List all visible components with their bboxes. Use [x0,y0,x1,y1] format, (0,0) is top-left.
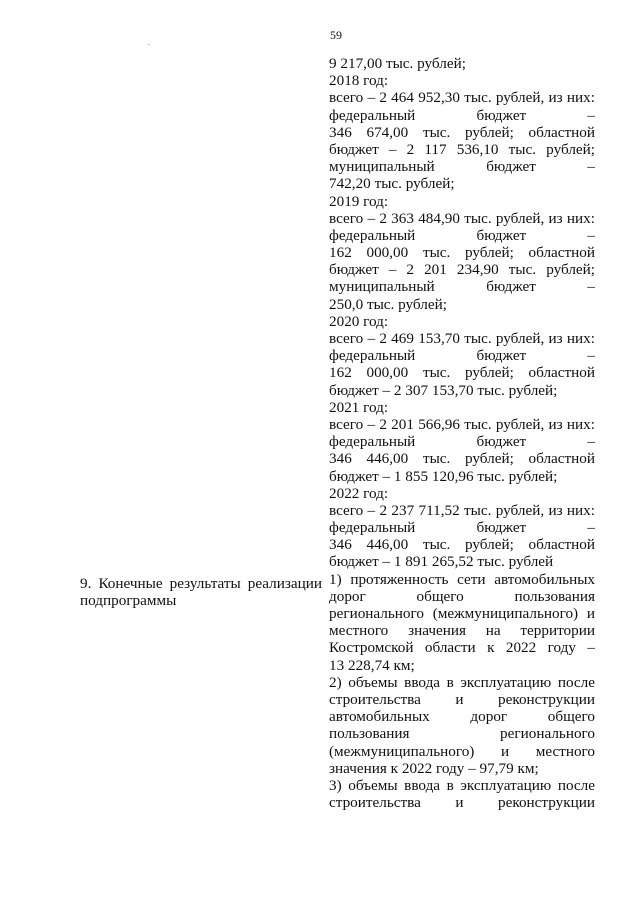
budget-line: бюджет – 2 307 153,70 тыс. рублей; [329,381,558,399]
budget-line: бюджет – 1 891 265,52 тыс. рублей [329,553,554,571]
budget-line: 346 446,00 тыс. рублей; областной [329,450,595,468]
result-line: пользования регионального [329,725,595,743]
budget-line: бюджет – 1 855 120,96 тыс. рублей; [329,467,558,485]
section-label-line: подпрограммы [80,592,177,610]
result-line: местного значения на территории [329,622,595,640]
section-label-block [80,575,322,609]
result-line: 2) объемы ввода в эксплуатацию после [329,673,595,691]
budget-line: 2022 год: [329,484,389,502]
budget-line: бюджет – 2 117 536,10 тыс. рублей; [329,140,595,158]
budget-line: федеральный бюджет – [329,519,595,537]
page-number: 59 [330,28,342,42]
result-line: строительства и реконструкции [329,690,595,708]
budget-line: федеральный бюджет – [329,106,595,124]
budget-line: 742,20 тыс. рублей; [329,175,455,193]
scan-speck [148,44,150,45]
budget-line: федеральный бюджет – [329,347,595,365]
budget-line: 162 000,00 тыс. рублей; областной [329,364,595,382]
budget-text-block [329,55,595,571]
budget-line: 9 217,00 тыс. рублей; [329,55,466,72]
results-text-block [329,571,595,812]
budget-line: муниципальный бюджет – [329,278,595,296]
result-line: строительства и реконструкции [329,794,595,812]
result-line: Костромской области к 2022 году – [329,639,595,657]
result-line: (межмуниципального) и местного [329,742,595,760]
result-line: значения к 2022 году – 97,79 км; [329,759,539,777]
result-line: автомобильных дорог общего [329,708,595,726]
budget-line: 346 674,00 тыс. рублей; областной [329,123,595,141]
budget-line: 162 000,00 тыс. рублей; областной [329,244,595,262]
budget-line: всего – 2 363 484,90 тыс. рублей, из них: [329,209,595,227]
result-line: 1) протяженность сети автомобильных [329,570,595,588]
budget-line: всего – 2 469 153,70 тыс. рублей, из них: [329,330,595,347]
right-column [329,55,595,811]
result-line: 13 228,74 км; [329,656,415,674]
section-label-line: 9. Конечные результаты реализации [80,575,322,592]
left-column [80,575,322,609]
result-line: 3) объемы ввода в эксплуатацию после [329,776,595,794]
result-line: регионального (межмуниципального) и [329,605,595,622]
budget-line: 2019 год: [329,192,389,210]
budget-line: федеральный бюджет – [329,226,595,244]
budget-line: всего – 2 237 711,52 тыс. рублей, из них: [329,501,595,519]
budget-line: 346 446,00 тыс. рублей; областной [329,536,595,554]
budget-line: 250,0 тыс. рублей; [329,295,447,313]
budget-line: муниципальный бюджет – [329,158,595,176]
budget-line: 2021 год: [329,398,389,416]
budget-line: федеральный бюджет – [329,433,595,451]
budget-line: 2018 год: [329,72,389,90]
result-line: дорог общего пользования [329,587,595,605]
budget-line: всего – 2 201 566,96 тыс. рублей, из них: [329,415,595,433]
budget-line: 2020 год: [329,312,389,330]
budget-line: бюджет – 2 201 234,90 тыс. рублей; [329,261,595,279]
budget-line: всего – 2 464 952,30 тыс. рублей, из них: [329,89,595,107]
